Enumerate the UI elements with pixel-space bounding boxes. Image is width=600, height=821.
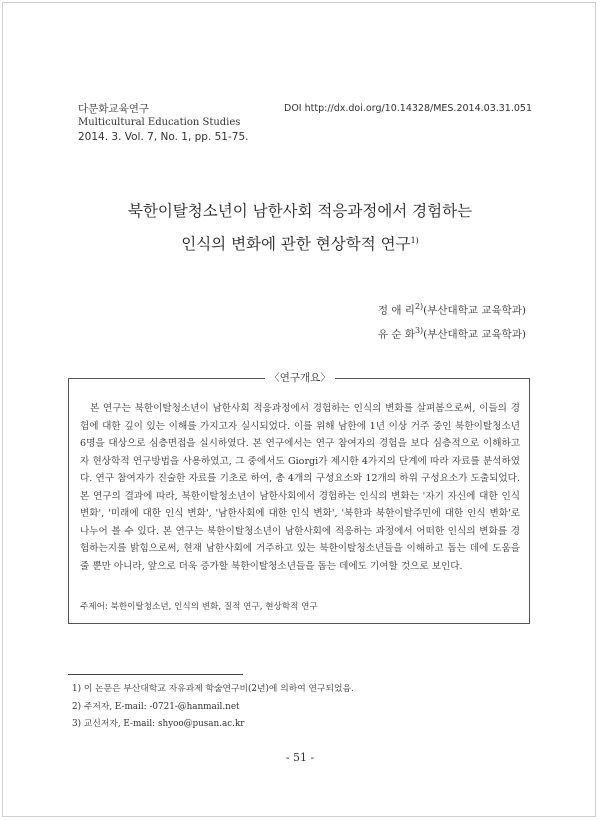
title-footnote-mark[interactable]: 1) — [410, 236, 419, 245]
keywords-label: 주제어: — [80, 602, 108, 612]
author-2 — [378, 321, 526, 345]
footnote-divider — [68, 674, 243, 675]
author-name: 유 순 화 — [377, 328, 415, 340]
abstract-label-text: 〈연구개요〉 — [265, 372, 335, 384]
author-name: 정 애 리 — [377, 304, 415, 317]
footnote-1: 1) 이 논문은 부산대학교 자유과제 학술연구비(2년)에 의하여 연구되었음. — [72, 684, 354, 694]
journal-name-en: Multicultural Education Studies — [78, 117, 241, 128]
page-number: - 51 - — [285, 751, 315, 764]
doi-link[interactable]: DOI http://dx.doi.org/10.14328/MES.2014.03.31.051 — [284, 103, 532, 114]
author-1 — [378, 297, 526, 321]
author-footnote-mark[interactable]: 3) — [414, 325, 424, 335]
volume-info: 2014. 3. Vol. 7, No. 1, pp. 51-75. — [78, 131, 249, 143]
journal-header — [78, 102, 248, 144]
author-footnote-mark[interactable]: 2) — [414, 302, 424, 311]
author-affiliation: (부산대학교 교육학과) — [423, 328, 526, 340]
author-list — [378, 297, 526, 344]
footnote-2: 2) 주저자, E-mail: -0721-@hanmail.net — [72, 701, 240, 712]
paper-title-line1: 북한이탈청소년이 남한사회 적응과정에서 경험하는 — [127, 202, 473, 220]
keywords — [80, 600, 318, 612]
paper-title-line2-text: 인식의 변화에 관한 현상학적 연구 — [181, 235, 411, 254]
journal-name-kr: 다문화교육연구 — [78, 103, 150, 115]
author-affiliation: (부산대학교 교육학과) — [423, 304, 526, 317]
keywords-list: 북한이탈청소년, 인식의 변화, 질적 연구, 현상학적 연구 — [110, 602, 318, 612]
abstract-text: 본 연구는 북한이탈청소년이 남한사회 적응과정에서 경험하는 인식의 변화를 살펴봄으로써, 이들의 경험에 대한 깊이 있는 이해를 가지고자 실시되었다. 이를 위해 남한에 1년 이상 거주 중인 북한이탈청소년 6명을 대상으로 심층면접을 실시하였다. 본 연구에서는 연구 참여자의 경험을 보다 심층적으로 이해하고자 현상학적 연구방법을 사용하였고, 그 중에서도 Giorgi가 제시한 4가지의 단계에 따라 자료를 분석하였다. 연구 참여자가 진술한 자료를 기초로 하여, 총 4개의 구성요소와 12개의 하위 구성요소가 도출되었다. 본 연구의 결과에 따라, 북한이탈청소년이 남한사회에서 경험하는 인식의 변화는 '자기 자신에 대한 인식 변화', '미래에 대한 인식 변화', '남한사회에 대한 인식 변화', '북한과 북한이탈주민에 대한 인식 변화'로 나누어 볼 수 있다. 본 연구는 북한이탈청소년이 남한사회에 적응하는 과정에서 어떠한 인식의 변화를 경험하는지를 밝힘으로써, 현재 남한사회에 거주하고 있는 북한이탈청소년들을 이해하고 돕는 데에 도움을 줄 뿐만 아니라, 앞으로 더욱 증가할 북한이탈청소년들을 돕는 데에도 기여할 것으로 보인다. — [80, 403, 520, 572]
paper-title-line2 — [0, 231, 600, 254]
footnotes — [72, 681, 354, 734]
footnote-3: 3) 교신저자, E-mail: shyoo@pusan.ac.kr — [72, 719, 245, 729]
abstract-label — [0, 370, 600, 385]
